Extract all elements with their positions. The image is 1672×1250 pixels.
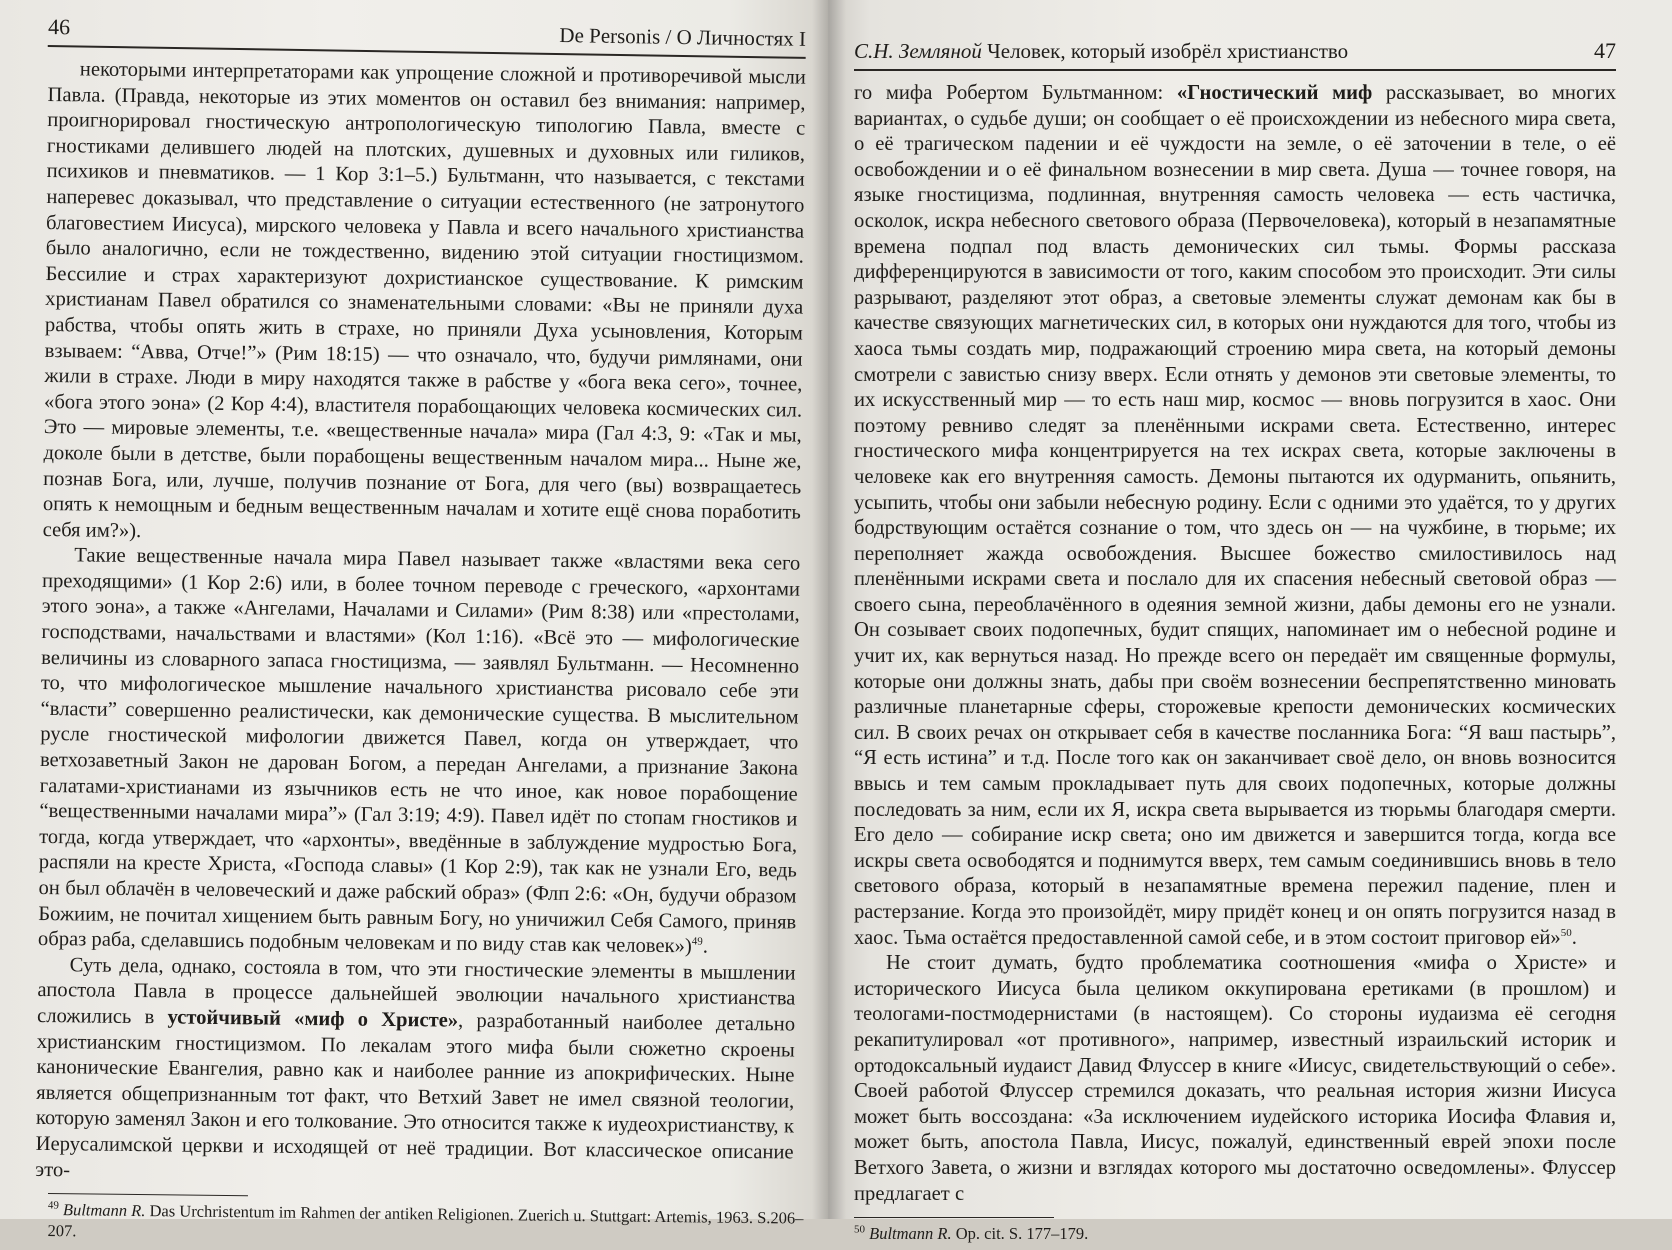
left-running-head-title: De Personis / О Личностях I xyxy=(559,23,807,51)
bold-phrase: устойчивый «миф о Христе» xyxy=(167,1006,459,1032)
right-body-text xyxy=(854,81,1616,1207)
footnote-50 xyxy=(854,1223,1616,1244)
left-page-number: 46 xyxy=(47,14,71,40)
right-page xyxy=(828,0,1672,1244)
bold-phrase: «Гностический миф xyxy=(1176,82,1373,104)
running-head-book-title: Человек, который изобрёл христианство xyxy=(981,39,1349,63)
footnote-rule xyxy=(48,1193,248,1196)
left-body-text xyxy=(35,57,806,1192)
text-run: . xyxy=(702,935,709,958)
text-run: Суть дела, однако, состояла в том, что эти гностические элементы в мышлении апостола Павла в процессе дальнейшей эволюции начального христианства сложились в xyxy=(36,954,796,1029)
paragraph xyxy=(35,953,796,1192)
footnote-ref: 49 xyxy=(691,935,703,948)
text-run: рассказывает, во многих вариантах, о судьбе души; он сообщает о её происхождении из небесного мира света, о её трагическом падении и её чуждости на земле, о её заточении в теле, о её освобождении и о её финальном вознесении в мир света. Душа — точнее говоря, на языке гностицизма, подлинная, внутренняя самость человека — есть частичка, осколок, искра небесного светового образа (Первочеловека), который в незапамятные времена подпал под власть демонических сил тьмы. Формы рассказа дифференцируются в зависимости от того, каким способом это происходит. Эти силы разрывают, разделяют этот образ, а световые элементы служат демонам как бы в качестве связующих магнетических сил, в которых они нуждаются для того, чтобы из хаоса тьмы создать мир, подражающий строению мира света, на который демоны смотрели с завистью снизу вверх. Если отнять у демонов эти световые элементы, то их искусственный мир — то есть наш мир, космос — вновь погрузится в хаос. Они поэтому ревниво следят за пленёнными искрами света. Естественно, интерес гностического мифа концентрируется на тех искрах света, которые заключены в человеке как его внутренняя самость. Демоны пытаются их одурманить, опьянить, усыпить, чтобы они забыли небесную родину. Если с одними это удаётся, то у других бодрствующим остаётся сознание о том, что здесь он — на чужбине, в тюрьме; их переполняет жажда освобождения. Высшее божество смилостивилось над пленёнными искрами света и послало для их спасения небесный световой образ — своего сына, переоблачённого в одеяния земной жизни, дабы демоны его не узнали. Он созывает своих подопечных, будит спящих, напоминает им о небесной родине и учит их, как вернуться назад. Но прежде всего он передаёт им священные формулы, которые они должны знать, дабы при своём вознесении беспрепятственно миновать различные планетарные сферы, сторожевые крепости демонических космических сил. В своих речах он открывает себя в качестве посланника Бога: “Я ваш пастырь”, “Я есть истина” и т.д. После того как он заканчивает своё дело, он вновь возносится ввысь и тем самым прокладывает путь для своих подопечных, которые должны последовать за ним, если их Я, искра света вырывается из тюрьмы благодаря смерти. Его дело — собирание искр света; оно им движется и завершится тогда, когда все искры света освободятся и поднимутся вверх, тем самым соединившись вновь в тело светового образа, который в незапамятные времена пережил падение, плен и растерзание. Когда это произойдёт, миру придёт конец и он опять погрузится назад в хаос. Тьма остаётся предоставленной самой себе, и в этом состоит приговор ей» xyxy=(854,82,1617,949)
right-running-head xyxy=(854,38,1616,71)
right-running-head-title xyxy=(854,39,1348,64)
left-running-head xyxy=(48,14,806,59)
footnote-text: Das Urchristentum im Rahmen der antiken Religionen. Zuerich u. Stuttgart: Artemis, 1963. S.206–207. xyxy=(47,1201,804,1241)
footnote-number: 50 xyxy=(854,1223,865,1236)
text-run: некоторыми интерпретаторами как упрощение сложной и противоречивой мысли Павла. (Правда, некоторые из этих моментов он оставил без внимания: например, проигнорировал гностическую антропологическую типологию Павла, вместе с гностиками делившего людей на плотских, душевных и духовных или гиликов, психиков и пневматиков. — 1 Кор 3:1–5.) Бультманн, что называется, с текстами наперевес доказывал, что представление о ситуации естественного (не затронутого благовестием Иисуса), мирского человека у Павла и всего начального христианства было аналогично, если не тождественно, видению этой ситуации гностицизмом. Бессилие и страх характеризуют дохристианское существование. К римским христианам Павел обратился со знаменательными словами: «Вы не приняли духа рабства, чтобы опять жить в страхе, но приняли Духа усыновления, Которым взываем: “Авва, Отче!”» (Рим 18:15) — что означало, что, будучи римлянами, они жили в страхе. Люди в миру находятся также в рабстве у «бога века сего», точнее, «бога этого эона» (2 Кор 4:4), властителя порабощающих человека космических сил. Это — мировые элементы, т.е. «вещественные начала» мира (Гал 4:3, 9: «Так и мы, доколе были в детстве, были порабощены вещественным началом мира... Ныне же, познав Бога, или, лучше, получив познание от Бога, для чего (вы) возвращаетесь опять к немощным и бедным вещественным началам и хотите ещё снова поработить себя им?»). xyxy=(42,58,806,542)
left-footnotes xyxy=(47,1193,805,1250)
paragraph xyxy=(854,81,1616,951)
footnote-49 xyxy=(47,1199,805,1250)
text-run: Не стоит думать, будто проблематика соотношения «мифа о Христе» и исторического Иисуса была целиком оккупирована еретиками (в прошлом) и теологами-постмодернистами (в настоящем). Со стороны иудаизма её сегодня рекапитулировал «от противного», например, известный израильский историк и ортодоксальный иудаист Давид Флуссер в книге «Иисус, свидетельствующий о себе». Своей работой Флуссер стремился доказать, что реальная история жизни Иисуса может быть воссоздана: «За исключением иудейского историка Иосифа Флавия и, может быть, апостола Павла, Иисус, пожалуй, единственный еврей эпохи после Ветхого Завета, о жизни и взглядах которого мы достаточно осведомлены». Флуссер предлагает с xyxy=(854,952,1616,1205)
right-page-number: 47 xyxy=(1594,38,1616,63)
paragraph xyxy=(854,951,1616,1207)
running-head-author: С.Н. Земляной xyxy=(854,39,982,63)
footnote-author: Bultmann R. xyxy=(62,1200,146,1221)
footnote-rule xyxy=(854,1217,1054,1218)
text-run: Такие вещественные начала мира Павел называет также «властями века сего преходящими» (1 Кор 2:6) или, в более точном переводе с греческого, «архонтами этого эона», а также «Ангелами, Началами и Силами» (Рим 8:38) или «престолами, господствами, начальствами и властями» (Кол 1:16). «Всё это — мифологические величины из словарного запаса гностицизма, — заявлял Бультманн. — Несомненно то, что мифологическое мышление начального христианства рисовало себе эти “власти” совершенно реалистически, как демонические существа. В мыслительном русле гностической мифологии движется Павел, когда он утверждает, что ветхозаветный Закон не дарован Богом, а передан Ангелами, а признание Закона галатами-христианами из язычников есть не что иное, как новое порабощение “вещественными началами мира”» (Гал 3:19; 4:9). Павел идёт по стопам гностиков и тогда, когда утверждает, что «архонты», введённые в заблуждение мудростью Бога, распяли на кресте Христа, «Господа славы» (1 Кор 2:9), так как не узнали Его, ведь он был облачён в человеческий и даже рабский образ» (Флп 2:6: «Он, будучи образом Божиим, не почитал хищением быть равным Богу, но уничижил Себя Самого, приняв образ раба, сделавшись подобным человекам и по виду став как человек») xyxy=(37,544,801,958)
text-run: , разработанный наиболее детально христианским гностицизмом. По лекалам этого мифа были сюжетно скроены канонические Евангелия, равно как и наиболее ранние из апокрифических. Ныне является общепризнанным тот факт, что Ветхий Завет не имел связной теологии, которую заменял Закон и его толкование. Это относится также к иудеохристианству, к Иерусалимской церкви и исходящей от неё традиции. Вот классическое описание это- xyxy=(35,1009,796,1181)
footnote-ref: 50 xyxy=(1560,926,1572,939)
text-run: го мифа Робертом Бультманном: xyxy=(854,82,1177,104)
right-footnotes xyxy=(854,1217,1616,1244)
text-run: . xyxy=(1571,926,1577,949)
footnote-number: 49 xyxy=(47,1199,59,1212)
paragraph xyxy=(38,543,801,961)
footnote-text: Op. cit. S. 177–179. xyxy=(951,1224,1089,1244)
left-page xyxy=(0,0,828,1241)
footnote-author: Bultmann R. xyxy=(869,1224,952,1244)
paragraph xyxy=(42,57,805,552)
